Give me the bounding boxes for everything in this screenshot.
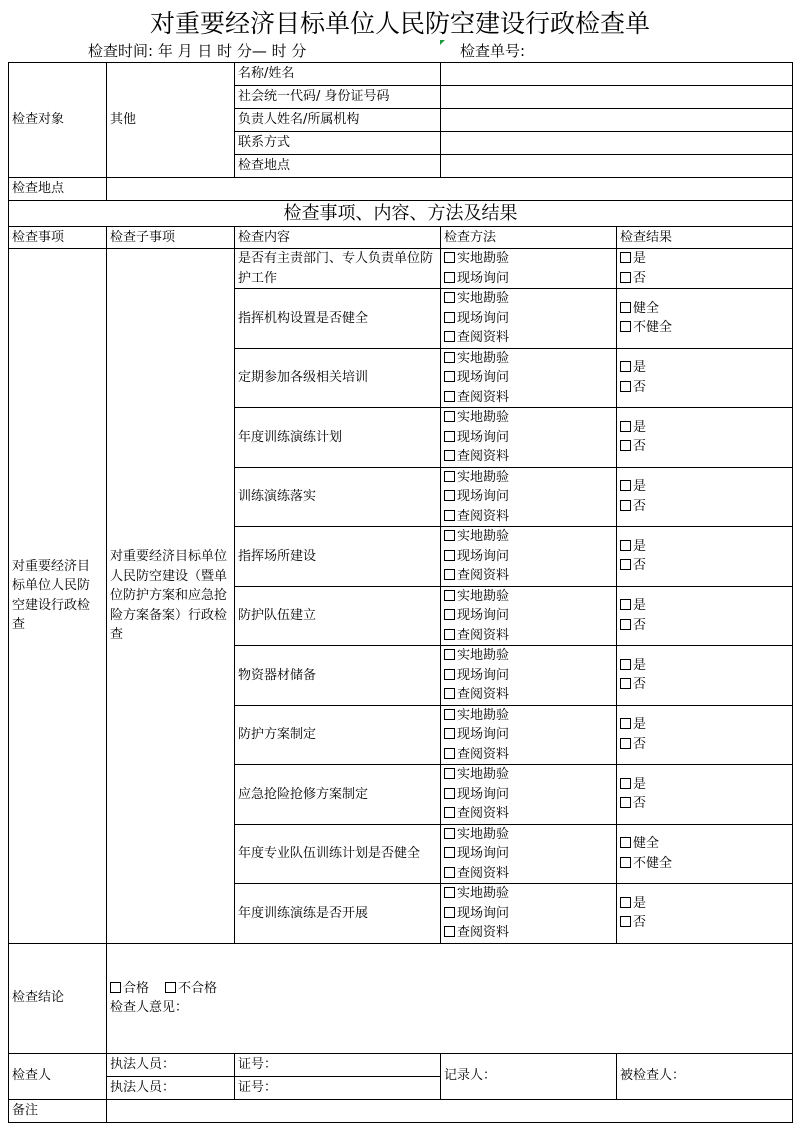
object-value-name[interactable] [441,63,793,86]
result-option[interactable] [620,477,789,497]
object-value-code[interactable] [441,86,793,109]
checkbox-icon[interactable] [444,411,455,422]
checkbox-icon[interactable] [620,619,631,630]
method-label: 现场询问 [457,310,510,326]
checkbox-icon[interactable] [620,857,631,868]
result-label: 否 [633,498,647,514]
checkbox-icon[interactable] [444,907,455,918]
checkbox-icon[interactable] [620,302,631,313]
check-methods [441,765,617,825]
method-option[interactable] [444,249,613,269]
inspected-label[interactable]: 被检查人： [617,1053,793,1099]
check-results [617,348,793,408]
result-option[interactable] [620,735,789,755]
result-label: 否 [633,677,647,693]
result-label: 是 [633,776,647,792]
check-item: 对重要经济目标单位人民防空建设行政检查 [9,249,107,944]
cert-label-1[interactable]: 证号： [235,1053,441,1076]
method-option[interactable] [444,368,613,388]
conclusion-pass-option[interactable] [110,981,149,996]
conclusion-options [110,979,789,999]
check-results [617,705,793,765]
result-option[interactable] [620,894,789,914]
method-label: 实地勘验 [457,767,510,782]
method-label: 查阅资料 [457,746,510,762]
method-option[interactable] [444,487,613,507]
checkbox-icon[interactable] [620,440,631,451]
section-title: 检查事项、内容、方法及结果 [9,201,793,227]
document-subheader [8,40,792,62]
result-option[interactable] [620,318,789,338]
checkbox-icon[interactable] [444,807,455,818]
result-label: 否 [633,617,647,633]
checkbox-icon[interactable] [620,797,631,808]
result-label: 否 [633,270,647,286]
checkbox-icon[interactable] [444,252,455,263]
method-option[interactable] [444,309,613,329]
checkbox-icon[interactable] [444,431,455,442]
result-option[interactable] [620,715,789,735]
checkbox-icon[interactable] [620,272,631,283]
checkbox-icon[interactable] [444,550,455,561]
checkbox-icon[interactable] [444,649,455,660]
checkbox-icon[interactable] [444,331,455,342]
result-option[interactable] [620,437,789,457]
result-option[interactable] [620,418,789,438]
method-label: 实地勘验 [457,886,510,901]
conclusion-cell [107,943,793,1053]
location-value[interactable] [107,178,793,201]
checkbox-icon[interactable] [444,688,455,699]
result-label: 否 [633,439,647,455]
checkbox-icon[interactable] [620,718,631,729]
checkbox-icon[interactable] [444,490,455,501]
result-label: 是 [633,598,647,614]
checkbox-icon[interactable] [620,500,631,511]
method-label: 实地勘验 [457,588,510,604]
result-option[interactable] [620,656,789,676]
check-methods [441,527,617,587]
checkbox-icon[interactable] [444,828,455,839]
check-results [617,467,793,527]
method-label: 实地勘验 [457,648,510,663]
officer-label-2[interactable]: 执法人员： [107,1076,235,1099]
method-option[interactable] [444,507,613,527]
check-methods [441,289,617,349]
method-label: 查阅资料 [457,806,510,821]
method-option[interactable] [444,328,613,348]
check-methods [441,408,617,468]
check-content: 是否有主责部门、专人负责单位防护工作 [235,249,441,289]
method-option[interactable] [444,923,613,943]
result-label: 否 [633,915,647,931]
result-label: 是 [633,895,647,911]
inspection-time-label: 检查时间: 年 月 日 时 分— 时 分 [88,42,307,60]
location-label: 检查地点 [9,178,107,201]
method-label: 查阅资料 [457,687,510,702]
checkbox-icon[interactable] [620,480,631,491]
result-option[interactable] [620,794,789,814]
object-type: 其他 [107,63,235,178]
method-option[interactable] [444,685,613,705]
check-results [617,527,793,587]
result-label: 否 [633,379,647,395]
method-option[interactable] [444,428,613,448]
method-label: 现场询问 [457,846,510,861]
method-label: 查阅资料 [457,925,510,940]
method-label: 现场询问 [457,548,510,564]
result-label: 否 [633,796,647,812]
check-content: 年度训练演练是否开展 [235,884,441,944]
column-header-method: 检查方法 [441,227,617,249]
fail-label: 不合格 [178,980,218,996]
checkbox-icon[interactable] [444,391,455,402]
method-label: 实地勘验 [457,469,510,485]
check-results [617,884,793,944]
checkbox-icon[interactable] [620,599,631,610]
method-option[interactable] [444,468,613,488]
check-methods [441,348,617,408]
result-option[interactable] [620,675,789,695]
checkbox-icon[interactable] [620,678,631,689]
method-option[interactable] [444,646,613,666]
checkbox-icon[interactable] [620,361,631,372]
checkbox-icon[interactable] [620,659,631,670]
method-label: 实地勘验 [457,350,510,366]
method-option[interactable] [444,447,613,467]
result-option[interactable] [620,358,789,378]
check-results [617,586,793,646]
cert-label-2[interactable]: 证号： [235,1076,441,1099]
inspection-number-label: 检查单号: [460,42,526,60]
check-methods [441,705,617,765]
checkbox-icon[interactable] [444,272,455,283]
result-label: 否 [633,558,647,574]
conclusion-label: 检查结论 [9,943,107,1053]
method-option[interactable] [444,904,613,924]
check-content: 年度训练演练计划 [235,408,441,468]
checkbox-icon[interactable] [444,867,455,878]
result-option[interactable] [620,269,789,289]
checkbox-icon[interactable] [444,530,455,541]
check-results [617,249,793,289]
inspector-label: 检查人 [9,1053,107,1099]
method-option[interactable] [444,745,613,765]
checkbox-icon[interactable] [620,421,631,432]
checkbox-icon[interactable] [444,590,455,601]
result-label: 不健全 [633,320,673,336]
method-label: 实地勘验 [457,707,510,723]
column-header-result: 检查结果 [617,227,793,249]
method-option[interactable] [444,408,613,428]
check-content: 物资器材储备 [235,646,441,706]
checkbox-icon[interactable] [444,312,455,323]
checkbox-icon[interactable] [444,352,455,363]
method-label: 现场询问 [457,429,510,445]
result-label: 否 [633,736,647,752]
result-label: 不健全 [633,855,673,871]
method-option[interactable] [444,606,613,626]
checkbox-icon[interactable] [444,629,455,640]
check-methods [441,646,617,706]
check-content: 定期参加各级相关培训 [235,348,441,408]
result-label: 是 [633,538,647,554]
object-value-contact[interactable] [441,132,793,155]
result-option[interactable] [620,834,789,854]
opinion-label: 检查人意见： [110,1000,189,1015]
checkbox-icon[interactable] [444,887,455,898]
check-subitem: 对重要经济目标单位人民防空建设（暨单位防护方案和应急抢险方案备案）行政检查 [107,249,235,944]
result-label: 是 [633,419,647,435]
checkbox-icon[interactable] [620,916,631,927]
method-label: 现场询问 [457,786,510,802]
checkbox-icon[interactable] [165,982,176,993]
result-option[interactable] [620,249,789,269]
object-field-name: 名称/姓名 [235,63,441,86]
check-content: 训练演练落实 [235,467,441,527]
object-value-responsible[interactable] [441,109,793,132]
checkbox-icon[interactable] [444,669,455,680]
checkbox-icon[interactable] [620,540,631,551]
checkbox-icon[interactable] [110,982,121,993]
checkbox-icon[interactable] [444,569,455,580]
result-option[interactable] [620,556,789,576]
method-option[interactable] [444,884,613,904]
checkbox-icon[interactable] [620,778,631,789]
result-option[interactable] [620,913,789,933]
method-option[interactable] [444,804,613,824]
object-field-contact: 联系方式 [235,132,441,155]
checkbox-icon[interactable] [620,252,631,263]
check-results [617,824,793,884]
result-option[interactable] [620,299,789,319]
result-label: 健全 [633,836,660,852]
checkbox-icon[interactable] [620,559,631,570]
checkbox-icon[interactable] [444,709,455,720]
officer-label-1[interactable]: 执法人员： [107,1053,235,1076]
method-option[interactable] [444,864,613,884]
method-label: 现场询问 [457,270,510,286]
check-methods [441,586,617,646]
remarks-value[interactable] [107,1099,793,1122]
method-option[interactable] [444,527,613,547]
method-option[interactable] [444,587,613,607]
conclusion-fail-option[interactable] [165,981,217,996]
result-option[interactable] [620,616,789,636]
method-option[interactable] [444,825,613,845]
object-field-responsible: 负责人姓名/所属机构 [235,109,441,132]
method-label: 实地勘验 [457,291,510,306]
cell-comment-marker [440,40,445,45]
column-header-item: 检查事项 [9,227,107,249]
method-option[interactable] [444,626,613,646]
checkbox-icon[interactable] [620,381,631,392]
pass-label: 合格 [123,980,150,996]
method-option[interactable] [444,269,613,289]
checkbox-icon[interactable] [620,837,631,848]
object-field-code: 社会统一代码/ 身份证号码 [235,86,441,109]
method-label: 实地勘验 [457,410,510,425]
result-label: 是 [633,360,647,376]
check-results [617,289,793,349]
check-content: 指挥机构设置是否健全 [235,289,441,349]
result-label: 是 [633,479,647,495]
method-label: 现场询问 [457,608,510,623]
method-label: 查阅资料 [457,568,510,583]
method-label: 查阅资料 [457,627,510,643]
method-label: 现场询问 [457,667,510,683]
method-label: 实地勘验 [457,826,510,842]
result-label: 是 [633,657,647,673]
method-option[interactable] [444,844,613,864]
method-label: 查阅资料 [457,508,510,524]
object-field-location: 检查地点 [235,155,441,178]
method-label: 现场询问 [457,905,510,921]
checkbox-icon[interactable] [444,510,455,521]
checkbox-icon[interactable] [444,748,455,759]
check-content: 防护方案制定 [235,705,441,765]
method-label: 查阅资料 [457,449,510,464]
result-option[interactable] [620,854,789,874]
checkbox-icon[interactable] [444,788,455,799]
recorder-label[interactable]: 记录人： [441,1053,617,1099]
checkbox-icon[interactable] [444,450,455,461]
check-results [617,646,793,706]
method-option[interactable] [444,765,613,785]
result-option[interactable] [620,497,789,517]
method-option[interactable] [444,785,613,805]
method-option[interactable] [444,566,613,586]
method-option[interactable] [444,725,613,745]
result-label: 健全 [633,300,660,316]
remarks-label: 备注 [9,1099,107,1122]
method-label: 实地勘验 [457,529,510,544]
method-option[interactable] [444,349,613,369]
method-label: 查阅资料 [457,389,510,405]
method-label: 现场询问 [457,727,510,742]
method-option[interactable] [444,547,613,567]
check-methods [441,824,617,884]
checkbox-icon[interactable] [620,897,631,908]
checkbox-icon[interactable] [444,292,455,303]
object-label: 检查对象 [9,63,107,178]
checkbox-icon[interactable] [444,768,455,779]
checkbox-icon[interactable] [444,609,455,620]
method-label: 查阅资料 [457,865,510,881]
check-methods [441,884,617,944]
result-label: 是 [633,251,647,266]
checkbox-icon[interactable] [444,371,455,382]
checkbox-icon[interactable] [620,321,631,332]
check-content: 年度专业队伍训练计划是否健全 [235,824,441,884]
method-option[interactable] [444,289,613,309]
result-option[interactable] [620,537,789,557]
column-header-content: 检查内容 [235,227,441,249]
check-content: 指挥场所建设 [235,527,441,587]
checkbox-icon[interactable] [444,926,455,937]
result-option[interactable] [620,596,789,616]
checkbox-icon[interactable] [444,728,455,739]
check-results [617,765,793,825]
checkbox-icon[interactable] [444,471,455,482]
object-value-location[interactable] [441,155,793,178]
method-label: 现场询问 [457,370,510,385]
checkbox-icon[interactable] [444,847,455,858]
inspection-sheet [8,62,793,1123]
check-methods [441,249,617,289]
check-methods [441,467,617,527]
method-label: 查阅资料 [457,330,510,345]
check-content: 防护队伍建立 [235,586,441,646]
checkbox-icon[interactable] [620,738,631,749]
result-option[interactable] [620,378,789,398]
method-label: 实地勘验 [457,251,510,266]
column-header-subitem: 检查子事项 [107,227,235,249]
check-results [617,408,793,468]
method-option[interactable] [444,706,613,726]
method-option[interactable] [444,666,613,686]
method-option[interactable] [444,388,613,408]
document-title: 对重要经济目标单位人民防空建设行政检查单 [149,9,650,38]
method-label: 现场询问 [457,489,510,504]
result-label: 是 [633,717,647,733]
result-option[interactable] [620,775,789,795]
check-row [9,249,793,289]
check-content: 应急抢险抢修方案制定 [235,765,441,825]
